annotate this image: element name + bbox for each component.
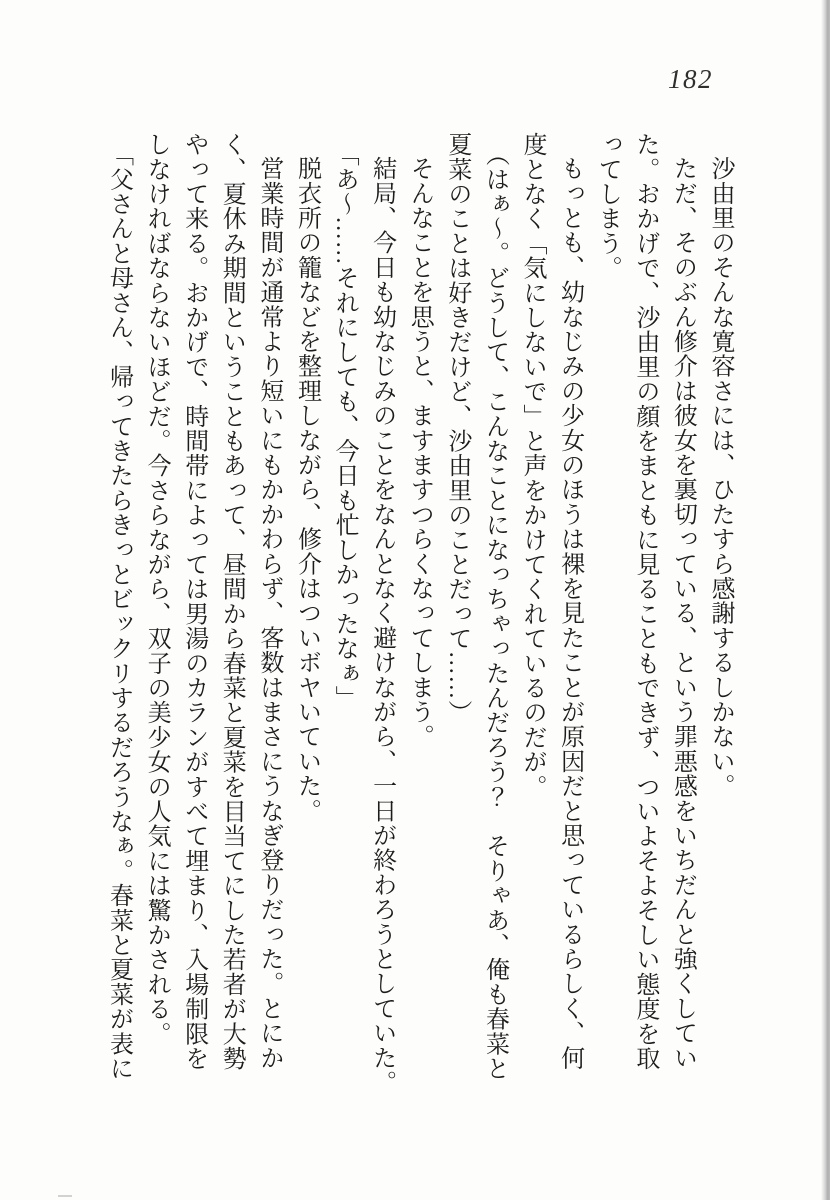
text-line: ってしまう。	[594, 132, 621, 281]
vertical-text-block	[99, 132, 738, 1095]
text-line: もっとも、幼なじみの少女のほうは裸を見たことが原因だと思っているらしく、何	[556, 156, 583, 1070]
text-line: そんなことを思うと、ますますつらくなってしまう。	[406, 156, 433, 749]
text-line: （はぁ～。どうして、こんなことになっちゃったんだろう？ そりゃあ、俺も春菜と	[481, 141, 508, 1081]
page-edge-shadow	[821, 0, 830, 1200]
text-line: 結局、今日も幼なじみのことをなんとなく避けながら、一日が終わろうとしていた。	[368, 156, 395, 1095]
text-line: 沙由里のそんな寛容さには、ひたすら感謝するしかない。	[707, 156, 733, 799]
page-number: 182	[668, 64, 713, 94]
text-line: やって来る。おかげで、時間帯によっては男湯のカランがすべて埋まり、入場制限を	[180, 132, 207, 1071]
text-line: 「あ～……それにしても、今日も忙しかったなぁ」	[331, 141, 358, 710]
text-line: た。おかげで、沙由里の顔をまともに見ることもできず、ついよそよそしい態度を取	[631, 132, 658, 1071]
text-line: く、夏休み期間ということもあって、昼間から春菜と夏菜を目当てにした若者が大勢	[218, 132, 245, 1071]
text-line: 「父さんと母さん、帰ってきたらきっとビックリするだろうなぁ。春菜と夏菜が表に	[105, 141, 132, 1081]
text-line: 営業時間が通常より短いにもかかわらず、客数はまさにうなぎ登りだった。とにか	[255, 156, 282, 1070]
text-line: 脱衣所の籠などを整理しながら、修介はついボヤいていた。	[293, 156, 320, 823]
text-line: ただ、そのぶん修介は彼女を裏切っている、という罪悪感をいちだんと強くしてい	[669, 156, 696, 1070]
text-line: 夏菜のことは好きだけど、沙由里のことだって……）	[443, 132, 470, 725]
scan-artifact	[58, 1195, 72, 1197]
text-line: 度となく「気にしないで」と声をかけてくれているのだが。	[519, 132, 546, 799]
text-line: しなければならないほどだ。今さらながら、双子の美少女の人気には驚かされる。	[143, 132, 170, 1046]
